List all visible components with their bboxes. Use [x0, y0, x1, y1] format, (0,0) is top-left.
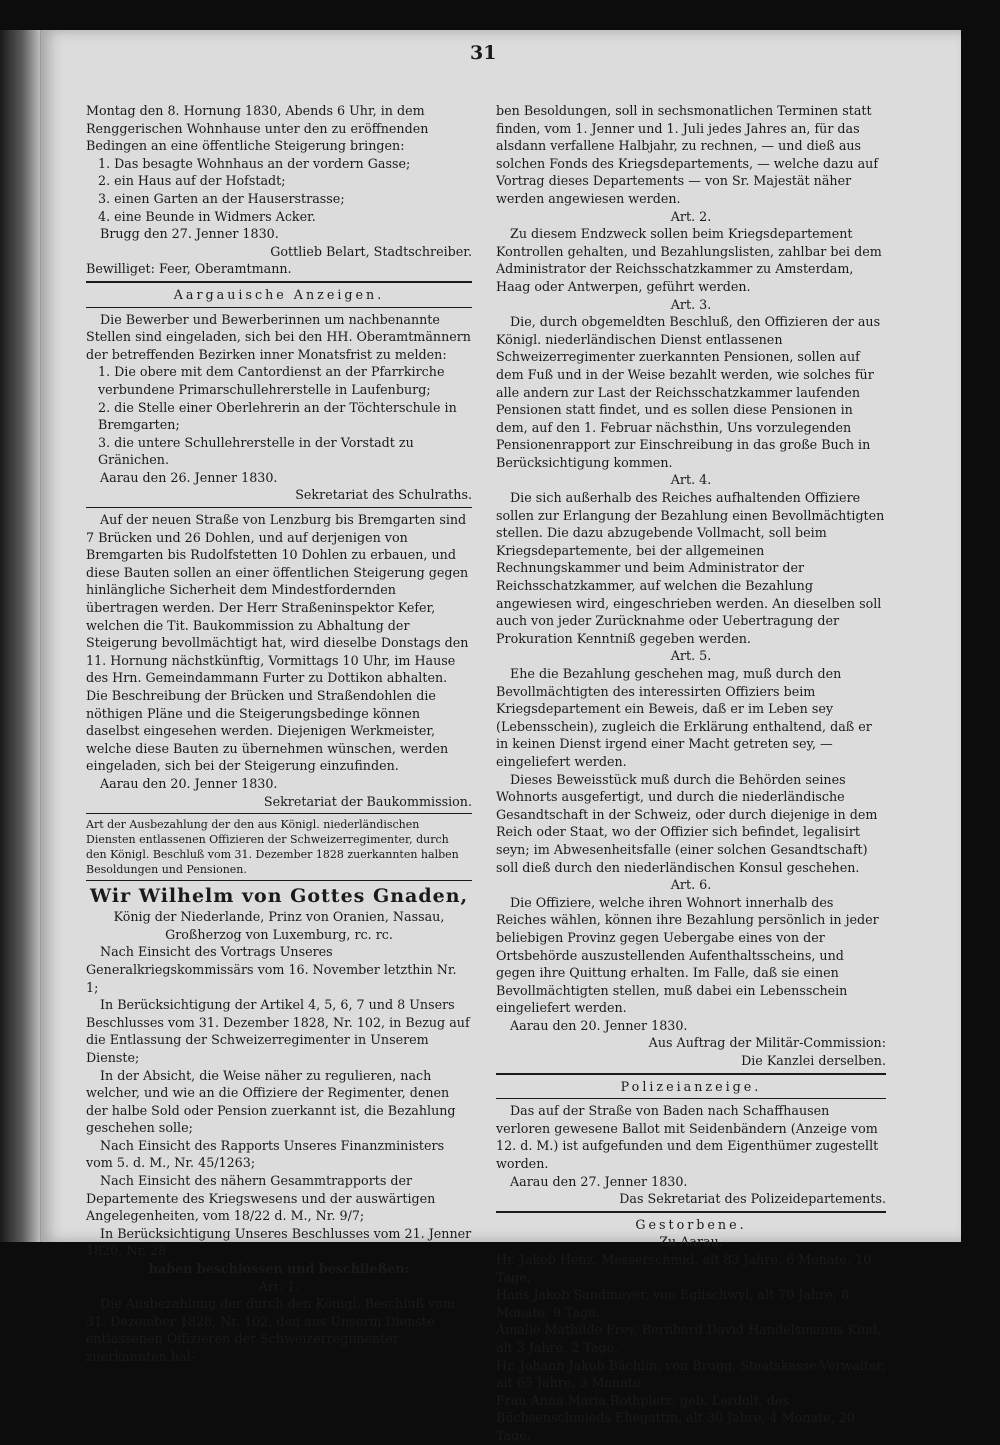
article-text: Die Offiziere, welche ihren Wohnort innerhalb des Reiches wählen, können ihre Bezahlung persönlich in jeder beliebigen Provinz gegen Uebergabe eines von der Ortsbehörde auszustellenden Aufenthaltsscheins, und gegen ihre Quittung erhalten. Im Falle, daß sie einen Bevollmächtigten stellen, muß dabei ein Lebensschein eingeliefert werden.: [496, 894, 879, 1016]
decree-paragraph: Nach Einsicht des Vortrags Unseres Generalkriegskommissärs vom 16. November letzthin Nr. 1;: [86, 944, 457, 995]
list-item: 2. die Stelle einer Oberlehrerin an der Töchterschule in Bremgarten;: [98, 399, 457, 433]
road-date: Aarau den 20. Jenner 1830.: [100, 775, 278, 791]
list-item: Frau Anna Maria Rothpletz, geb. Lerdolt, des Büchsenschmieds Ehegattin, alt 30 Jahre, 4 Monate, 20 Tage.: [496, 1392, 855, 1443]
list-item: 4. eine Beunde in Widmers Acker.: [98, 208, 316, 224]
article-heading: Art. 6.: [670, 877, 712, 893]
article-heading: Art. 4.: [670, 472, 712, 488]
auction-approved: Bewilliget: Feer, Oberamtmann.: [86, 261, 292, 277]
list-item: 3. einen Garten an der Hauserstrasse;: [98, 190, 345, 206]
auction-text: Montag den 8. Hornung 1830, Abends 6 Uhr, in dem Renggerischen Wohnhause unter den zu eröffnenden Bedingen an eine öffentliche Steigerung bringen:: [86, 103, 429, 154]
decree-paragraph: In Berücksichtigung der Artikel 4, 5, 6, 7 und 8 Unsers Beschlusses vom 31. Dezember 1828, Nr. 102, in Bezug auf die Entlassung der Schweizerregimenter in Unserem Dienste;: [86, 997, 470, 1065]
police-signer: Das Sekretariat des Polizeidepartements.: [619, 1191, 886, 1207]
list-item: Hans Jakob Sandmeyer, von Eglischwyl, alt 70 Jahre, 8 Monate, 9 Tage.: [496, 1287, 849, 1320]
right-column: [496, 102, 886, 1445]
resolved-line: haben beschlossen und beschließen:: [148, 1261, 410, 1277]
divider: [86, 507, 472, 508]
king-subtitle: König der Niederlande, Prinz von Oranien, Nassau, Großherzog von Luxemburg, rc. rc.: [113, 909, 445, 942]
auction-date: Brugg den 27. Jenner 1830.: [100, 226, 279, 242]
book-spine: [0, 30, 40, 1242]
list-item: 1. Das besagte Wohnhaus an der vordern Gasse;: [98, 155, 411, 171]
list-item: Hr. Jakob Henz, Messerschmid, alt 83 Jahre, 6 Monate, 10 Tage.: [496, 1252, 872, 1285]
divider: [86, 813, 472, 814]
list-item: Hr. Johann Jakob Bächlin, von Brugg, Staatskasse-Verwalter, alt 65 Jahre, 3 Monate.: [496, 1357, 886, 1391]
mil-signer: Aus Auftrag der Militär-Commission:: [648, 1035, 886, 1051]
divider: [86, 307, 472, 308]
article-text: Die sich außerhalb des Reiches aufhaltenden Offiziere sollen zur Erlangung der Bezahlung einen Bevollmächtigten stellen. Die dazu abzugebende Vollmacht, soll beim Kriegsdepartemente, bei der allgemeinen Rechnungskammer und beim Administrator der Reichsschatzkammer, auf welchen die Bezahlung angewiesen wird, eingeschrieben werden. An dieselben soll auch von jeder Zurücknahme oder Uebertragung der Prokuration Kenntniß gegeben werden.: [496, 490, 885, 646]
police-date: Aarau den 27. Jenner 1830.: [510, 1173, 688, 1189]
left-column: [86, 102, 472, 1366]
road-signer: Sekretariat der Baukommission.: [263, 793, 472, 809]
mil-signer: Die Kanzlei derselben.: [741, 1053, 886, 1069]
aarg-list: [86, 363, 472, 469]
list-item: 1. Die obere mit dem Cantordienst an der Pfarrkirche verbundene Primarschullehrerstelle in Laufenburg;: [98, 364, 445, 397]
aarg-date: Aarau den 26. Jenner 1830.: [100, 469, 278, 485]
page-number: 31: [470, 42, 497, 64]
article-text: Ehe die Bezahlung geschehen mag, muß durch den Bevollmächtigten des interessirten Offiziers beim Kriegsdepartement ein Beweis, daß er im Leben sey (Lebensschein), zugleich die Erklärung enthaltend, daß er in keinen Dienst irgend einer Macht getreten sey, — eingeliefert werden.: [496, 666, 872, 769]
police-text: Das auf der Straße von Baden nach Schaffhausen verloren gewesene Ballot mit Seidenbändern (Anzeige vom 12. d. M.) ist aufgefunden und dem Eigenthümer zugestellt worden.: [496, 1103, 879, 1172]
divider: [496, 1098, 886, 1099]
article-heading: Art. 2.: [670, 208, 712, 224]
list-item: 3. die untere Schullehrerstelle in der Vorstadt zu Gränichen.: [98, 434, 414, 468]
police-heading: Polizeianzeige.: [620, 1078, 762, 1094]
pension-intro: Art der Ausbezahlung der den aus Königl. niederländischen Diensten entlassenen Offizieren der Schweizerregimenter, durch den Königl. Beschluß vom 31. Dezember 1828 zuerkannten halben Besoldungen und Pensionen.: [86, 818, 459, 877]
article-heading: Art. 1.: [258, 1278, 300, 1294]
list-item: Amalie Mathilde Frey, Bernhard David Handelsmanns Kind, alt 3 Jahre, 2 Tage.: [496, 1322, 882, 1355]
article-heading: Art. 3.: [670, 296, 712, 312]
list-item: 2. ein Haus auf der Hofstadt;: [98, 173, 286, 189]
aarg-text: Die Bewerber und Bewerberinnen um nachbenannte Stellen sind eingeladen, sich bei den HH. Oberamtmännern der betreffenden Bezirken inner Monatsfrist zu melden:: [86, 311, 471, 362]
mil-date: Aarau den 20. Jenner 1830.: [510, 1017, 688, 1033]
article-heading: Art. 5.: [670, 648, 712, 664]
decree-paragraph: In der Absicht, die Weise näher zu regulieren, nach welcher, und wie an die Offiziere der Regimenter, denen der halbe Sold oder Pension zuerkannt ist, die Bezahlung geschehen solle;: [86, 1067, 456, 1136]
decree-paragraph: Nach Einsicht des Rapports Unseres Finanzministers vom 5. d. M., Nr. 45/1263;: [86, 1137, 445, 1171]
auction-signer: Gottlieb Belart, Stadtschreiber.: [270, 243, 472, 259]
article-text: ben Besoldungen, soll in sechsmonatlichen Terminen statt finden, vom 1. Jenner und 1. Juli jedes Jahres an, für das alsdann verfallene Halbjahr, zu rechnen, — und dieß aus solchen Fonds des Kriegsdepartements, — welche dazu auf Vortrag dieses Departements — von Sr. Majestät näher werden angewiesen werden.: [496, 103, 879, 206]
aarg-heading: Aargauische Anzeigen.: [173, 286, 385, 302]
auction-list: [86, 155, 472, 225]
article-text: Zu diesem Endzweck sollen beim Kriegsdepartement Kontrollen gehalten, und Bezahlungslisten, zahlbar bei dem Administrator der Reichsschatzkammer zu Amsterdam, Haag oder Antwerpen, geführt werden.: [496, 226, 882, 294]
article-text: Dieses Beweisstück muß durch die Behörden seines Wohnorts ausgefertigt, und durch die niederländische Gesandtschaft in der Schweiz, oder durch diejenige in dem Reich oder Staat, wo der Offizier sich befindet, legalisirt seyn; im Abwesenheitsfalle (einer solchen Gesandtschaft) soll dieß durch den niederländischen Konsul geschehen.: [496, 771, 878, 875]
decree-paragraph: In Berücksichtigung Unseres Beschlusses vom 21. Jenner 1820, Nr. 28: [86, 1225, 472, 1259]
aarg-signer: Sekretariat des Schulraths.: [295, 487, 472, 503]
divider: [86, 281, 472, 283]
deaths-place: Zu Aarau.: [659, 1234, 723, 1250]
article-text: Die Ausbezahlung der durch den Königl. Beschluß vom 31. Dezember 1828, Nr. 102, den aus Unserm Dienste entlassenen Offizieren der Schweizerregimenter zuerkannten hal-: [86, 1296, 455, 1364]
deaths-heading: Gestorbene.: [635, 1216, 747, 1232]
decree-paragraph: Nach Einsicht des nähern Gesammtrapports der Departemente des Kriegswesens und der auswärtigen Angelegenheiten, vom 18/22 d. M., Nr. 9/7;: [86, 1173, 436, 1224]
article-text: Die, durch obgemeldten Beschluß, den Offizieren der aus Königl. niederländischen Dienst entlassenen Schweizerregimenter zuerkannten Pensionen, sollen auf dem Fuß und in der Weise bezahlt werden, wie solches für alle andern zur Last der Reichsschatzkammer laufenden Pensionen statt findet, und es sollen diese Pensionen in dem, auf den 1. Februar nächsthin, Uns vorzulegenden Pensionenrapport zur Einschreibung in das große Buch in Berücksichtigung kommen.: [496, 314, 881, 470]
divider: [496, 1073, 886, 1075]
road-text: Auf der neuen Straße von Lenzburg bis Bremgarten sind 7 Brücken und 26 Dohlen, und auf derjenigen von Bremgarten bis Rudolfstetten 10 Dohlen zu erbauen, und diese Bauten sollen an einer öffentlichen Steigerung gegen hinlängliche Sicherheit dem Mindestfordernden übertragen werden. Der Herr Straßeninspektor Kefer, welchen die Tit. Baukommission zu Abhaltung der Steigerung bevollmächtigt hat, wird dieselbe Donstags den 11. Hornung nächstkünftig, Vormittags 10 Uhr, im Hause des Hrn. Gemeindammann Furter zu Dottikon abhalten. Die Beschreibung der Brücken und Straßendohlen die nöthigen Pläne und die Steigerungsbedinge können daselbst eingesehen werden. Diejenigen Werkmeister, welche diese Bauten zu übernehmen wünschen, werden eingeladen, sich bei der Steigerung einzufinden.: [86, 512, 469, 774]
divider: [496, 1211, 886, 1213]
divider: [86, 880, 472, 881]
king-title: Wir Wilhelm von Gottes Gnaden,: [89, 885, 469, 908]
